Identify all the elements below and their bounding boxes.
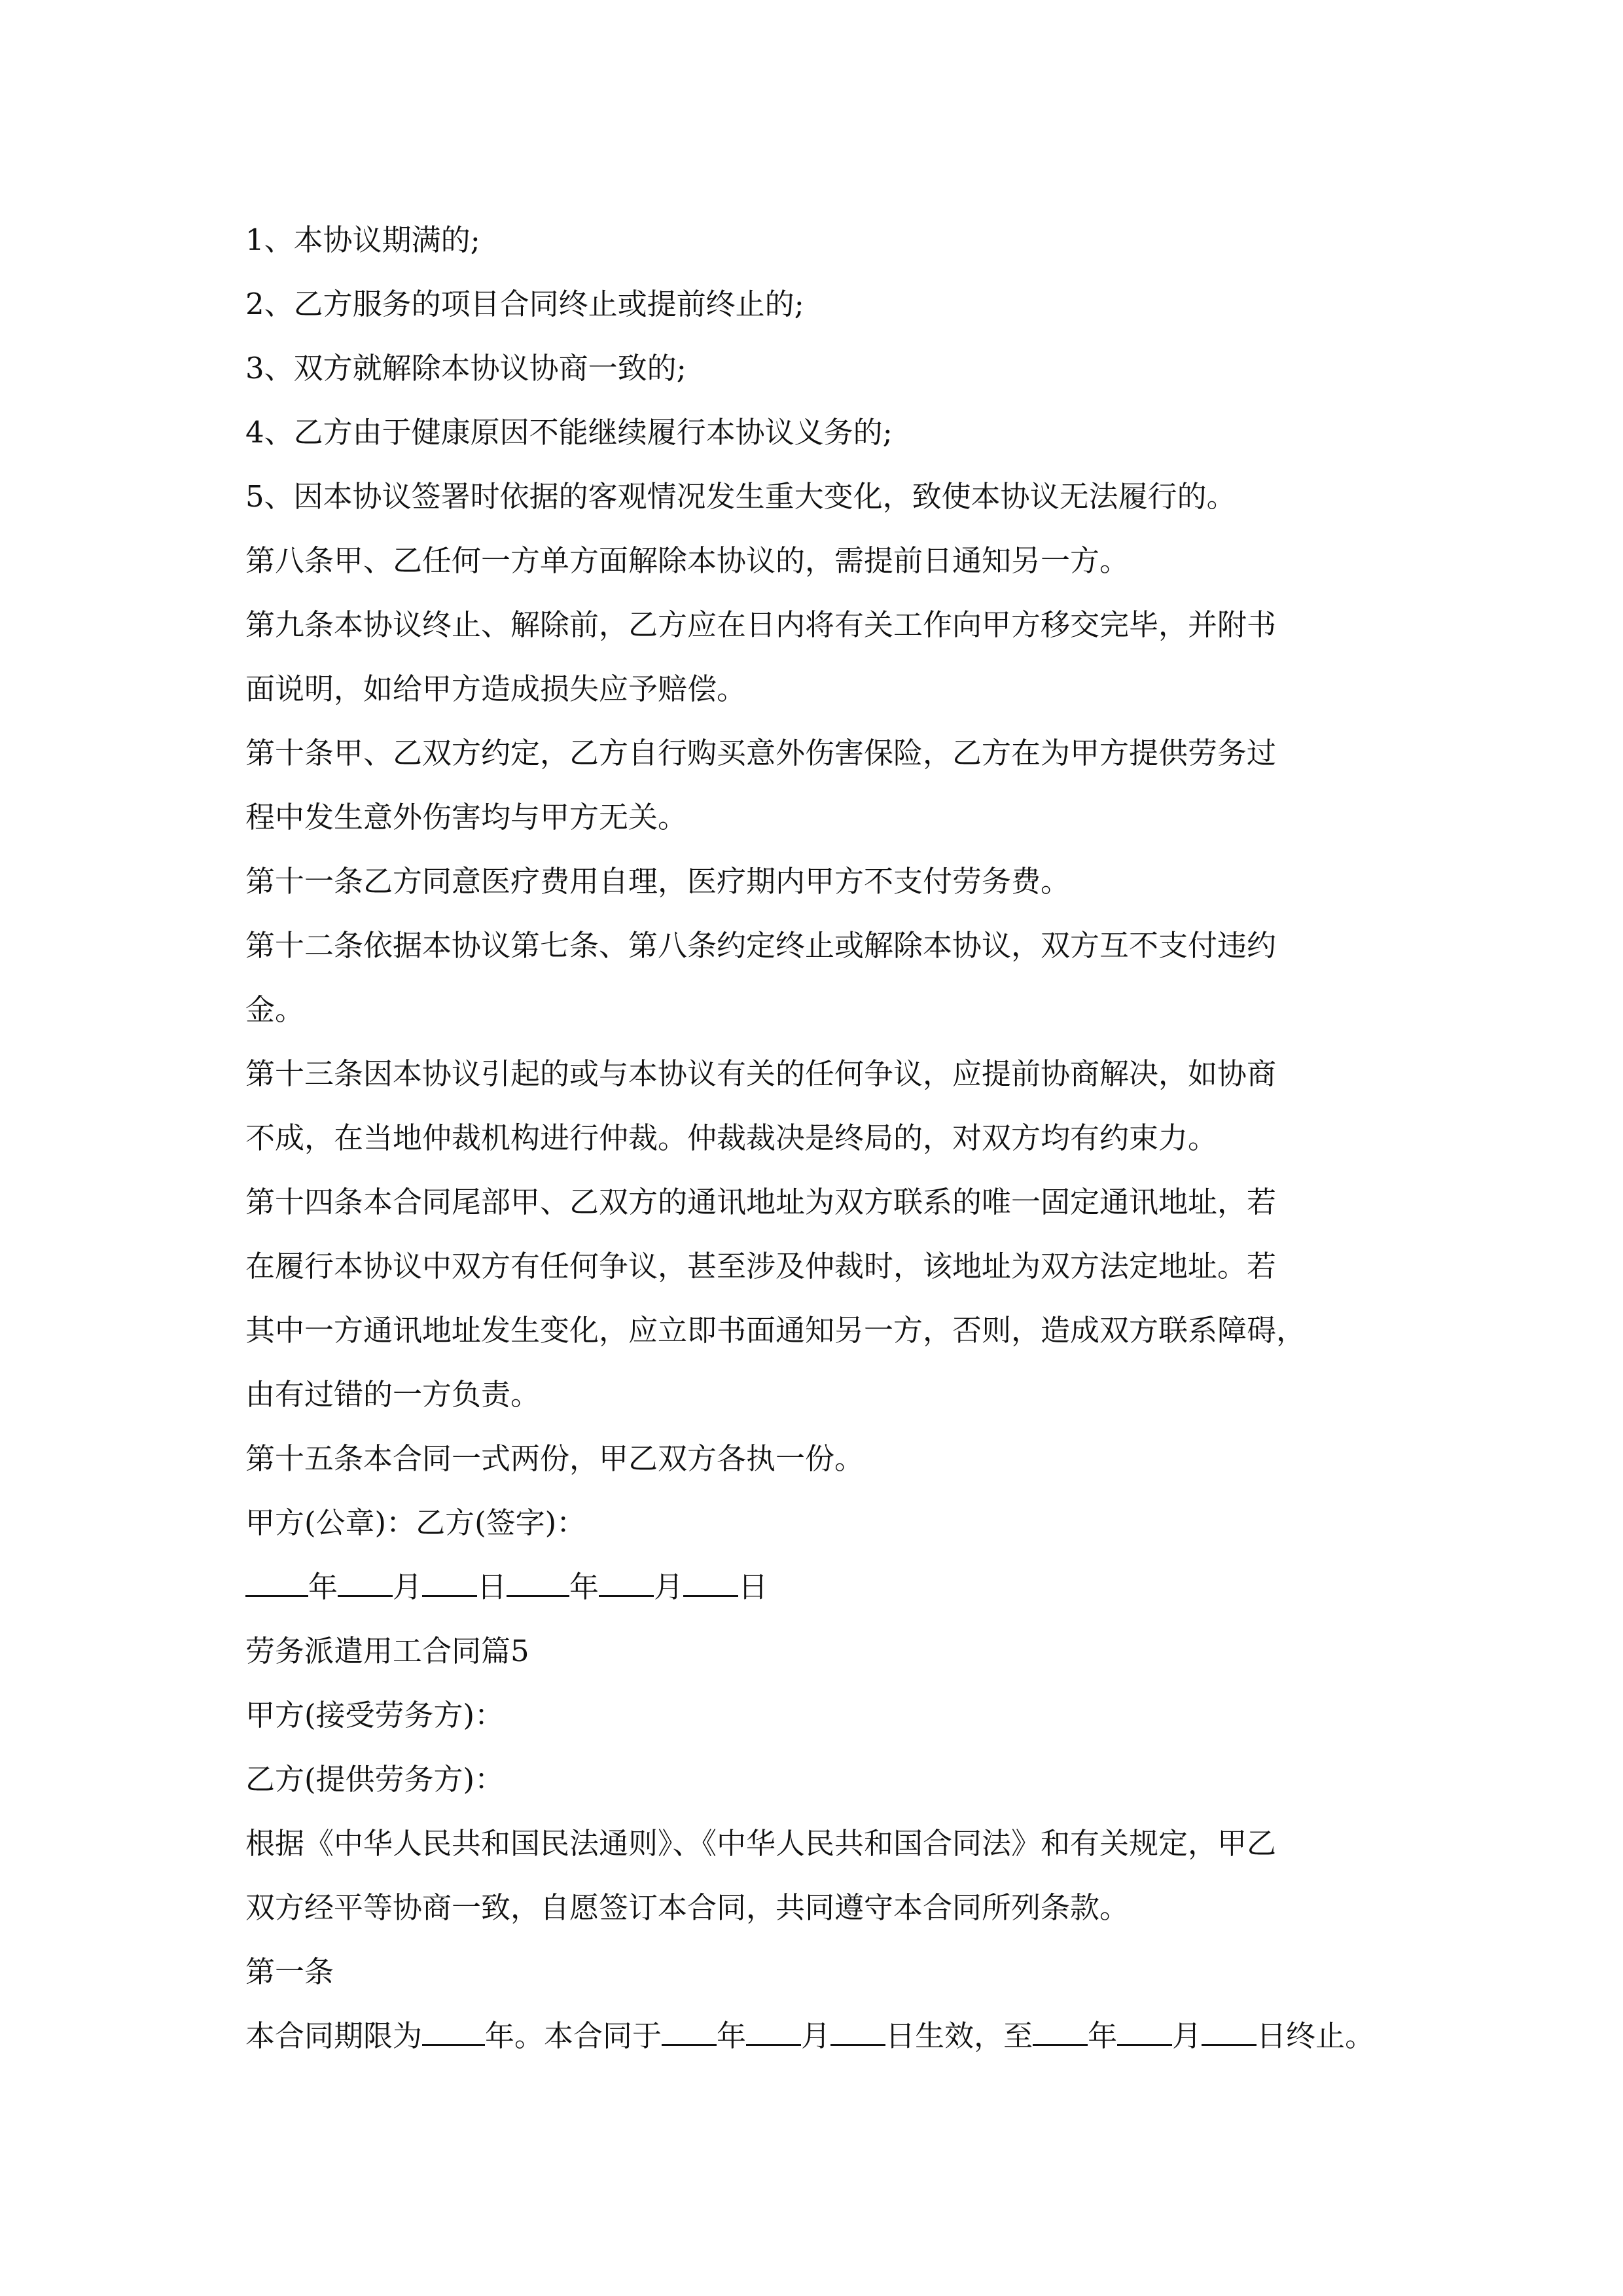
signature-date-line (245, 1555, 1379, 1619)
blank-field (683, 1568, 738, 1597)
clause-line-4: 4、乙方由于健康原因不能继续履行本协议义务的; (245, 415, 893, 450)
document-body (245, 208, 1379, 2068)
article-9-line-2: 面说明，如给甲方造成损失应予赔偿。 (245, 672, 747, 706)
article-14-line-4: 由有过错的一方负责。 (245, 1377, 541, 1412)
blank-field (599, 1568, 654, 1597)
clause-line-2: 2、乙方服务的项目合同终止或提前终止的; (245, 287, 804, 321)
blank-field (746, 2017, 801, 2046)
article-11: 第十一条乙方同意医疗费用自理，医疗期内甲方不支付劳务费。 (245, 864, 1071, 899)
section-heading: 劳务派遣用工合同篇5 (245, 1634, 529, 1668)
party-b-line: 乙方(提供劳务方)： (245, 1762, 505, 1797)
preamble-line-1: 根据《中华人民共和国民法通则》、《中华人民共和国合同法》和有关规定，甲乙 (245, 1826, 1277, 1861)
date-day-label: 日 (477, 1570, 507, 1604)
date-day-label: 日 (738, 1570, 768, 1604)
party-a-line: 甲方(接受劳务方)： (245, 1698, 505, 1732)
article-14-line-2: 在履行本协议中双方有任何争议，甚至涉及仲裁时，该地址为双方法定地址。若 (245, 1249, 1277, 1283)
article-1-heading: 第一条 (245, 1954, 334, 1989)
blank-field (1117, 2017, 1172, 2046)
term-text: 日生效，至 (885, 2018, 1033, 2053)
blank-field (1033, 2017, 1088, 2046)
term-text: 本合同期限为 (245, 2018, 423, 2053)
date-year-label: 年 (308, 1570, 338, 1604)
article-12-line-2: 金。 (245, 992, 305, 1027)
term-text: 年 (717, 2018, 747, 2053)
blank-field (830, 2017, 885, 2046)
article-9-line-1: 第九条本协议终止、解除前，乙方应在日内将有关工作向甲方移交完毕，并附书 (245, 607, 1277, 642)
blank-field (422, 2017, 485, 2046)
clause-line-5: 5、因本协议签署时依据的客观情况发生重大变化，致使本协议无法履行的。 (245, 479, 1236, 514)
blank-field (422, 1568, 477, 1597)
date-month-label: 月 (654, 1570, 684, 1604)
blank-field (662, 2017, 717, 2046)
article-13-line-2: 不成，在当地仲裁机构进行仲裁。仲裁裁决是终局的，对双方均有约束力。 (245, 1121, 1218, 1155)
blank-field (245, 1568, 308, 1597)
article-13-line-1: 第十三条因本协议引起的或与本协议有关的任何争议，应提前协商解决，如协商 (245, 1056, 1277, 1091)
blank-field (507, 1568, 569, 1597)
term-text: 日终止。 (1257, 2018, 1375, 2053)
blank-field (338, 1568, 393, 1597)
term-text: 年 (1088, 2018, 1118, 2053)
term-text: 月 (1172, 2018, 1202, 2053)
preamble-line-2: 双方经平等协商一致，自愿签订本合同，共同遵守本合同所列条款。 (245, 1890, 1130, 1925)
date-year-label: 年 (569, 1570, 599, 1604)
clause-line-1: 1、本协议期满的; (245, 223, 480, 257)
signature-parties-line: 甲方(公章)：乙方(签字)： (245, 1505, 586, 1540)
term-text: 年。本合同于 (485, 2018, 662, 2053)
clause-line-3: 3、双方就解除本协议协商一致的; (245, 351, 687, 386)
term-text: 月 (801, 2018, 831, 2053)
article-14-line-1: 第十四条本合同尾部甲、乙双方的通讯地址为双方联系的唯一固定通讯地址，若 (245, 1185, 1277, 1219)
contract-term-line (245, 2004, 1379, 2068)
article-15: 第十五条本合同一式两份，甲乙双方各执一份。 (245, 1441, 865, 1476)
article-10-line-1: 第十条甲、乙双方约定，乙方自行购买意外伤害保险，乙方在为甲方提供劳务过 (245, 736, 1277, 770)
article-10-line-2: 程中发生意外伤害均与甲方无关。 (245, 800, 688, 834)
blank-field (1202, 2017, 1257, 2046)
date-month-label: 月 (393, 1570, 423, 1604)
article-14-line-3: 其中一方通讯地址发生变化，应立即书面通知另一方，否则，造成双方联系障碍， (245, 1313, 1306, 1348)
article-8: 第八条甲、乙任何一方单方面解除本协议的，需提前日通知另一方。 (245, 543, 1130, 578)
article-12-line-1: 第十二条依据本协议第七条、第八条约定终止或解除本协议，双方互不支付违约 (245, 928, 1277, 963)
